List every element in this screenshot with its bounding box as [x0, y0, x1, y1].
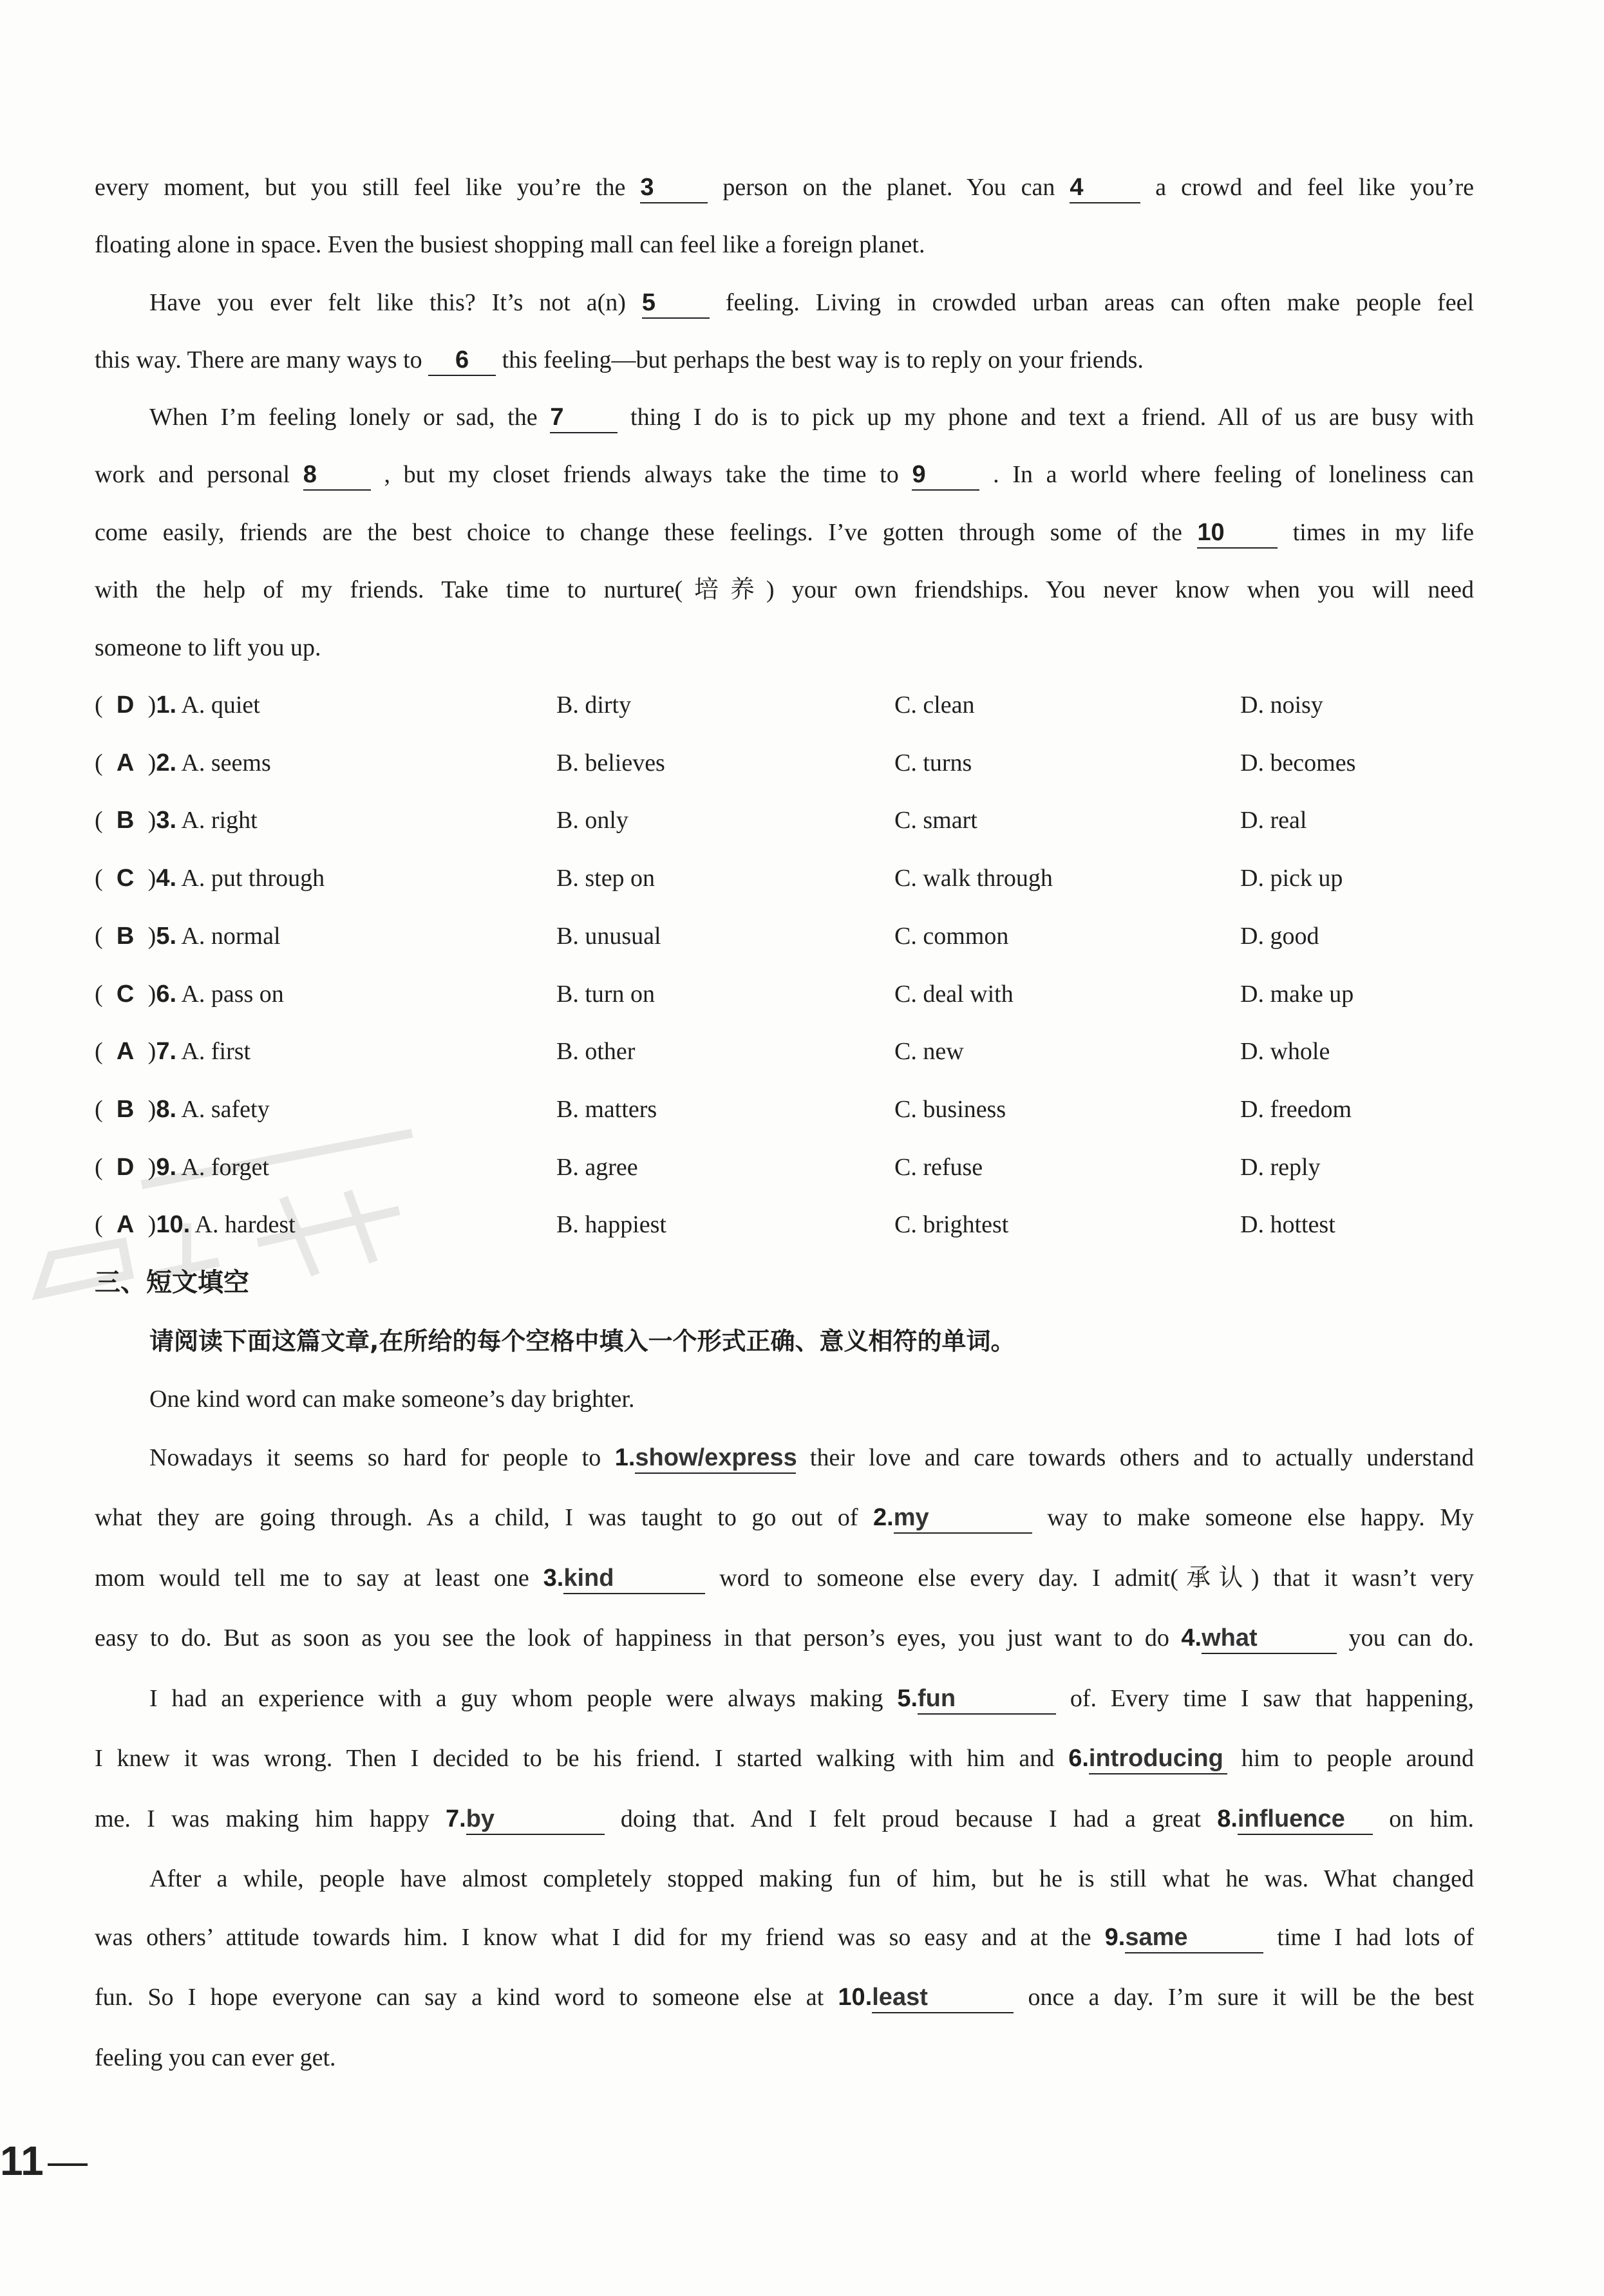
option-c: C. brightest: [894, 1211, 1009, 1238]
option-d: D. whole: [1240, 1038, 1330, 1065]
question-row: [95, 1151, 1479, 1184]
question-number: 7.: [156, 1038, 177, 1065]
section3-line0: One kind word can make someone’s day brighter.: [149, 1386, 635, 1413]
option-c: C. turns: [894, 749, 972, 776]
passage1-line7: come easily, friends are the best choice to change these feelings. I’ve gotten through some of the 10 times in my life: [95, 516, 1474, 549]
answer-8: influence: [1238, 1804, 1373, 1835]
option-b: B. agree: [556, 1154, 638, 1181]
question-number: 10.: [156, 1211, 191, 1238]
blank-7: 7: [550, 402, 618, 433]
question-row: [95, 804, 1479, 837]
option-c: C. business: [894, 1096, 1006, 1123]
section3-line3: mom would tell me to say at least one 3.kind word to someone else every day. I admit(承认) that it wasn’t very: [95, 1561, 1474, 1595]
option-d: D. hottest: [1240, 1211, 1335, 1238]
question-number: 9.: [156, 1154, 177, 1181]
blank-10: 10: [1197, 518, 1278, 549]
passage1-line5: When I’m feeling lonely or sad, the 7 thing I do is to pick up my phone and text a friend. All of us are busy with: [149, 400, 1474, 434]
question-row: [95, 1093, 1479, 1126]
option-a: A. hardest: [194, 1211, 296, 1238]
question-row: [95, 688, 1479, 722]
option-b: B. only: [556, 807, 628, 834]
blank-9: 9: [912, 460, 979, 491]
option-d: D. freedom: [1240, 1096, 1352, 1123]
passage1-line4: this way. There are many ways to 6 this feeling—but perhaps the best way is to reply on your friends.: [95, 343, 1474, 377]
answer-7: by: [466, 1804, 605, 1835]
section3-line4: easy to do. But as soon as you see the look of happiness in that person’s eyes, you just want to do 4.what you can do.: [95, 1621, 1474, 1655]
section-instruction: 请阅读下面这篇文章,在所给的每个空格中填入一个形式正确、意义相符的单词。: [149, 1327, 1015, 1355]
option-c: C. common: [894, 923, 1009, 950]
option-d: D. pick up: [1240, 865, 1343, 892]
option-d: D. noisy: [1240, 692, 1323, 719]
section3-line8: After a while, people have almost completely stopped making fun of him, but he is still what he was. What changed: [149, 1865, 1474, 1892]
option-b: B. matters: [556, 1096, 657, 1123]
option-a: A. put through: [181, 865, 325, 892]
answer-10: least: [872, 1982, 1014, 2013]
option-b: B. turn on: [556, 981, 656, 1008]
question-number: 2.: [156, 749, 177, 776]
option-b: B. unusual: [556, 923, 661, 950]
option-a: A. quiet: [181, 692, 260, 719]
answer-letter: D: [116, 1154, 135, 1181]
answer-letter: C: [116, 865, 135, 892]
answer-4: what: [1202, 1623, 1337, 1654]
option-b: B. dirty: [556, 692, 632, 719]
question-answer-a: ( A )2. A. seems: [95, 746, 271, 780]
blank-8: 8: [303, 460, 371, 491]
option-b: B. happiest: [556, 1211, 666, 1238]
question-answer-a: ( C )6. A. pass on: [95, 977, 284, 1011]
answer-letter: B: [116, 807, 135, 834]
option-a: A. right: [181, 807, 258, 834]
section3-line6: I knew it was wrong. Then I decided to be his friend. I started walking with him and 6.introducing him to people around: [95, 1742, 1474, 1775]
question-number: 1.: [156, 692, 177, 719]
answer-letter: B: [116, 923, 135, 950]
option-b: B. believes: [556, 749, 665, 776]
question-answer-a: ( A )7. A. first: [95, 1035, 250, 1068]
answer-1: show/express: [635, 1443, 796, 1474]
answer-5: fun: [918, 1684, 1056, 1715]
page-number-rule: [48, 2163, 88, 2166]
option-c: C. refuse: [894, 1154, 983, 1181]
question-row: [95, 977, 1479, 1011]
blank-6: 6: [428, 345, 496, 376]
section-heading: 三、短文填空: [95, 1268, 249, 1297]
answer-6: introducing: [1089, 1744, 1227, 1774]
question-row: [95, 1208, 1479, 1241]
question-number: 6.: [156, 981, 177, 1008]
section3-line11: feeling you can ever get.: [95, 2044, 336, 2071]
option-d: D. good: [1240, 923, 1319, 950]
question-row: [95, 746, 1479, 780]
option-d: D. reply: [1240, 1154, 1321, 1181]
section3-line9: was others’ attitude towards him. I know what I did for my friend was so easy and at the 9.same time I had lots of: [95, 1921, 1474, 1954]
passage1-line3: Have you ever felt like this? It’s not a(n) 5 feeling. Living in crowded urban areas can often make people feel: [149, 286, 1474, 319]
section3-line10: fun. So I hope everyone can say a kind word to someone else at 10.least once a day. I’m sure it will be the best: [95, 1981, 1474, 2014]
blank-3: 3: [640, 173, 708, 203]
question-number: 3.: [156, 807, 177, 834]
option-c: C. walk through: [894, 865, 1053, 892]
section3-line5: I had an experience with a guy whom people were always making 5.fun of. Every time I saw that happening,: [149, 1682, 1474, 1715]
passage1-line9: someone to lift you up.: [95, 634, 321, 661]
option-b: B. step on: [556, 865, 656, 892]
option-c: C. clean: [894, 692, 975, 719]
blank-5: 5: [642, 288, 710, 319]
question-answer-a: ( D )9. A. forget: [95, 1151, 269, 1184]
section3-line7: me. I was making him happy 7.by doing that. And I felt proud because I had a great 8.influence on him.: [95, 1802, 1474, 1836]
question-number: 4.: [156, 865, 177, 892]
answer-2: my: [894, 1503, 1032, 1534]
option-a: A. forget: [181, 1154, 269, 1181]
question-answer-a: ( B )8. A. safety: [95, 1093, 270, 1126]
option-a: A. pass on: [181, 981, 284, 1008]
question-answer-a: ( B )3. A. right: [95, 804, 258, 837]
answer-letter: C: [116, 981, 135, 1008]
answer-letter: A: [116, 1211, 135, 1238]
answer-letter: A: [116, 749, 135, 776]
option-a: A. first: [181, 1038, 251, 1065]
passage1-line6: work and personal 8 , but my closet friends always take the time to 9 . In a world where feeling of loneliness can: [95, 458, 1474, 491]
blank-4: 4: [1070, 173, 1140, 203]
section3-line2: what they are going through. As a child, I was taught to go out of 2.my way to make someone else happy. My: [95, 1501, 1474, 1534]
option-c: C. smart: [894, 807, 977, 834]
answer-letter: A: [116, 1038, 135, 1065]
option-c: C. new: [894, 1038, 964, 1065]
question-answer-a: ( A )10. A. hardest: [95, 1208, 296, 1241]
question-row: [95, 919, 1479, 953]
option-a: A. safety: [181, 1096, 270, 1123]
passage1-line2: floating alone in space. Even the busiest shopping mall can feel like a foreign planet.: [95, 231, 925, 258]
answer-letter: B: [116, 1096, 135, 1123]
question-row: [95, 1035, 1479, 1068]
passage1-line8: with the help of my friends. Take time to nurture(培养) your own friendships. You never know when you will need: [95, 576, 1474, 603]
question-number: 5.: [156, 923, 177, 950]
answer-9: same: [1125, 1923, 1263, 1953]
option-d: D. make up: [1240, 981, 1354, 1008]
answer-letter: D: [116, 692, 135, 719]
option-b: B. other: [556, 1038, 636, 1065]
option-d: D. becomes: [1240, 749, 1356, 776]
question-answer-a: ( D )1. A. quiet: [95, 688, 260, 722]
question-answer-a: ( C )4. A. put through: [95, 861, 325, 895]
option-d: D. real: [1240, 807, 1307, 834]
question-number: 8.: [156, 1096, 177, 1123]
question-row: [95, 861, 1479, 895]
option-a: A. normal: [181, 923, 281, 950]
passage1-line1: every moment, but you still feel like you’re the 3 person on the planet. You can 4 a crowd and feel like you’re: [95, 171, 1474, 204]
option-c: C. deal with: [894, 981, 1014, 1008]
option-a: A. seems: [181, 749, 271, 776]
question-answer-a: ( B )5. A. normal: [95, 919, 281, 953]
section3-line1: Nowadays it seems so hard for people to 1.show/express their love and care towards others and to actually understand: [149, 1441, 1474, 1474]
answer-3: kind: [563, 1563, 705, 1594]
page-number: 11: [0, 2138, 44, 2184]
